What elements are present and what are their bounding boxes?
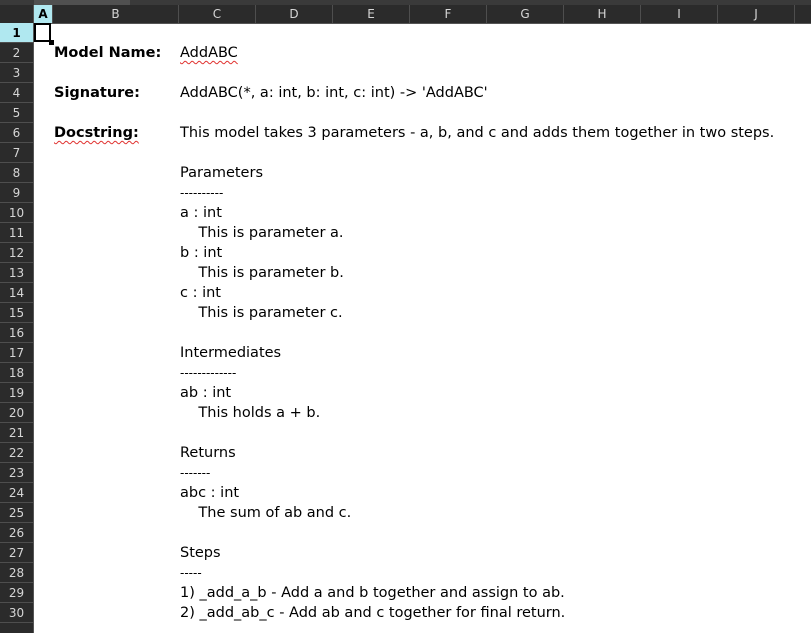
column-header-g[interactable]: G <box>487 5 564 23</box>
row-header[interactable]: 27 <box>0 543 33 563</box>
row-header[interactable]: 1 <box>0 23 33 43</box>
row-header[interactable]: 10 <box>0 203 33 223</box>
docstring-line[interactable]: c : int <box>180 285 221 301</box>
docstring-line[interactable]: This is parameter a. <box>180 225 344 241</box>
docstring-line[interactable]: b : int <box>180 245 223 261</box>
row-header[interactable]: 30 <box>0 603 33 623</box>
row-header[interactable]: 29 <box>0 583 33 603</box>
docstring-line[interactable]: ab : int <box>180 385 232 401</box>
row-header-bar <box>0 23 34 633</box>
row-header[interactable]: 23 <box>0 463 33 483</box>
docstring-line[interactable]: Intermediates <box>180 345 282 361</box>
model-name-label: Model Name: <box>54 45 162 61</box>
docstring-line[interactable]: 2) _add_ab_c - Add ab and c together for final return. <box>180 605 566 621</box>
docstring-line[interactable]: ------------- <box>180 366 237 380</box>
spreadsheet-grid[interactable] <box>34 23 811 633</box>
column-header-bar <box>0 5 811 24</box>
docstring-line[interactable]: This model takes 3 parameters - a, b, and c and adds them together in two steps. <box>180 125 775 141</box>
row-header[interactable]: 22 <box>0 443 33 463</box>
docstring-line[interactable]: Parameters <box>180 165 263 181</box>
docstring-line[interactable]: a : int <box>180 205 222 221</box>
row-header[interactable]: 4 <box>0 83 33 103</box>
docstring-line[interactable]: This is parameter c. <box>180 305 343 321</box>
row-header[interactable]: 3 <box>0 63 33 83</box>
docstring-label <box>54 123 139 143</box>
column-header-j[interactable]: J <box>718 5 795 23</box>
column-header-e[interactable]: E <box>333 5 410 23</box>
column-header-d[interactable]: D <box>256 5 333 23</box>
docstring-line[interactable]: Steps <box>180 545 221 561</box>
row-header[interactable]: 13 <box>0 263 33 283</box>
docstring-label-text: Docstring: <box>54 125 139 141</box>
model-name-value[interactable] <box>180 43 238 63</box>
row-header[interactable]: 25 <box>0 503 33 523</box>
row-header[interactable]: 16 <box>0 323 33 343</box>
row-header[interactable]: 6 <box>0 123 33 143</box>
row-header[interactable]: 20 <box>0 403 33 423</box>
docstring-line[interactable]: Returns <box>180 445 236 461</box>
row-header[interactable]: 24 <box>0 483 33 503</box>
row-header[interactable]: 21 <box>0 423 33 443</box>
row-header[interactable]: 26 <box>0 523 33 543</box>
column-header-a[interactable]: A <box>34 5 53 23</box>
docstring-line[interactable]: ---------- <box>180 186 224 200</box>
row-header[interactable]: 17 <box>0 343 33 363</box>
docstring-line[interactable]: This is parameter b. <box>180 265 344 281</box>
row-header[interactable]: 9 <box>0 183 33 203</box>
row-header[interactable]: 28 <box>0 563 33 583</box>
row-header[interactable]: 8 <box>0 163 33 183</box>
docstring-line[interactable]: abc : int <box>180 485 240 501</box>
row-header[interactable]: 18 <box>0 363 33 383</box>
column-header-i[interactable]: I <box>641 5 718 23</box>
docstring-line[interactable]: ------- <box>180 466 211 480</box>
row-header[interactable]: 19 <box>0 383 33 403</box>
signature-value[interactable]: AddABC(*, a: int, b: int, c: int) -> 'AddABC' <box>180 85 488 101</box>
row-header[interactable]: 7 <box>0 143 33 163</box>
docstring-line[interactable]: This holds a + b. <box>180 405 321 421</box>
row-header[interactable]: 14 <box>0 283 33 303</box>
model-name-text: AddABC <box>180 45 238 61</box>
docstring-line[interactable]: The sum of ab and c. <box>180 505 352 521</box>
column-header-h[interactable]: H <box>564 5 641 23</box>
select-all-corner[interactable] <box>0 5 34 23</box>
column-header-f[interactable]: F <box>410 5 487 23</box>
row-header[interactable]: 11 <box>0 223 33 243</box>
row-header[interactable]: 5 <box>0 103 33 123</box>
column-header-c[interactable]: C <box>179 5 256 23</box>
row-header[interactable]: 15 <box>0 303 33 323</box>
docstring-line[interactable]: ----- <box>180 566 202 580</box>
docstring-line[interactable]: 1) _add_a_b - Add a and b together and assign to ab. <box>180 585 565 601</box>
row-header[interactable]: 2 <box>0 43 33 63</box>
row-header[interactable]: 12 <box>0 243 33 263</box>
signature-label: Signature: <box>54 85 140 101</box>
column-header-b[interactable]: B <box>53 5 179 23</box>
